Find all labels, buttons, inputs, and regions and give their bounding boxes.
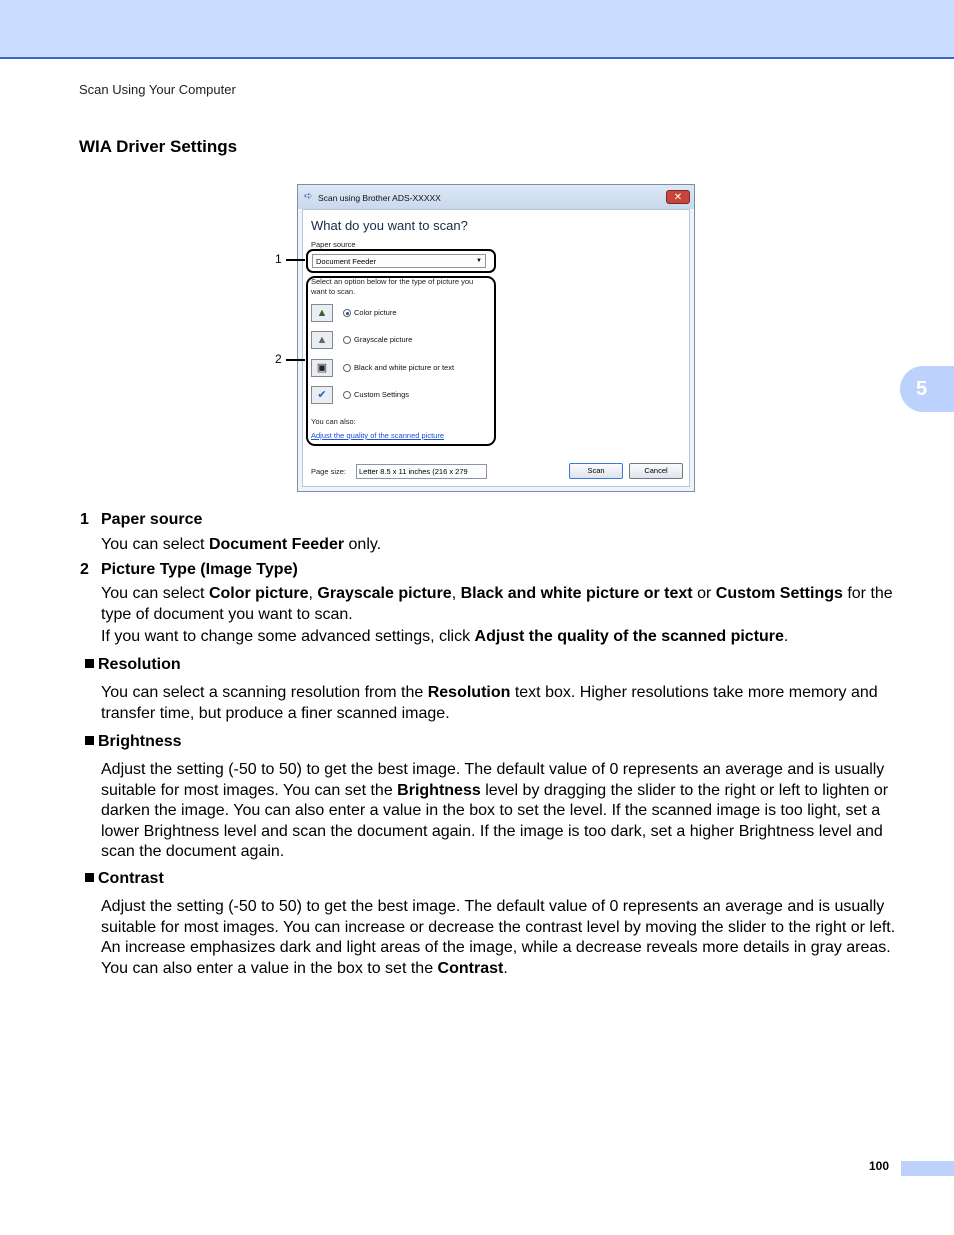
item-1-text: You can select Document Feeder only. [101,536,382,553]
option-label: Color picture [354,308,397,317]
paper-source-value: Document Feeder [316,257,377,266]
callout-highlight-1 [306,249,496,273]
page-number: 100 [869,1159,890,1173]
callout-1-line [286,259,305,261]
callout-2-label: 2 [275,352,282,366]
bullet-brightness: Brightness [85,733,182,751]
dialog-body [302,209,690,487]
option-label: Black and white picture or text [354,363,455,372]
scan-dialog-screenshot [297,184,695,492]
item-2-number: 2 [80,561,89,578]
adjust-quality-link[interactable]: Adjust the quality of the scanned picture [311,431,445,440]
custom-settings-icon: ✔ [311,386,333,404]
page-footer-bar [901,1161,954,1176]
brightness-text: Adjust the setting (-50 to 50) to get the best image. The default value of 0 represents an average and is usually suitable for most images. You can set the Brightness level by dragging the slider to the right or left to lighten or darken the image. You can also enter a value in the box to set the level. If the scanned image is too light, set a lower Brightness level and scan the document again. If the image is too dark, set a higher Brightness level and scan the document again. [101,761,889,860]
item-2-advanced-text: If you want to change some advanced settings, click Adjust the quality of the scanned picture. [101,628,789,645]
dialog-titlebar [298,185,694,209]
color-picture-icon: ▲ [311,304,333,322]
dialog-heading: What do you want to scan? [311,218,468,233]
item-2-text: You can select Color picture, Grayscale picture, Black and white picture or text or Custom Settings for the type of document you want to scan. [101,585,893,623]
cancel-button[interactable]: Cancel [629,463,683,479]
resolution-text: You can select a scanning resolution from the Resolution text box. Higher resolutions take more memory and transfer time, but produce a finer scanned image. [101,684,878,722]
callout-highlight-2 [306,276,496,446]
breadcrumb: Scan Using Your Computer [79,82,236,97]
callout-1-label: 1 [275,252,282,266]
grayscale-picture-icon: ▲ [311,331,333,349]
chapter-tab: 5 [900,366,954,412]
scan-button[interactable]: Scan [569,463,623,479]
page-size-label: Page size: [311,467,347,476]
dialog-title: Scan using Brother ADS-XXXXX [318,193,441,203]
option-label: Grayscale picture [354,335,413,344]
square-bullet-icon [85,736,94,745]
item-1-title: Paper source [101,511,203,528]
bullet-contrast: Contrast [85,870,164,888]
bw-picture-icon: ▣ [311,359,333,377]
bullet-resolution: Resolution [85,656,181,674]
header-band [0,0,954,59]
also-label: You can also: [311,417,356,426]
callout-2-line [286,359,305,361]
paper-source-label: Paper source [311,240,356,249]
section-title: WIA Driver Settings [79,137,238,156]
contrast-text: Adjust the setting (-50 to 50) to get the best image. The default value of 0 represents an average and is usually suitable for most images. You can increase or decrease the contrast level by moving the slider to the right or left. An increase emphasizes dark and light areas of the image, while a decrease reveals more details in gray areas. You can also enter a value in the box to set the Contrast. [101,898,896,977]
square-bullet-icon [85,873,94,882]
scanner-icon: ➪ [304,191,313,202]
item-1-number: 1 [80,511,89,528]
chevron-down-icon: ▼ [476,258,482,264]
close-button[interactable] [666,190,690,204]
page-size-select[interactable] [356,464,487,479]
item-2-title: Picture Type (Image Type) [101,561,298,578]
options-intro: Select an option below for the type of picture you want to scan. [311,277,474,296]
option-label: Custom Settings [354,390,410,399]
page-size-value: Letter 8.5 x 11 inches (216 x 279 [359,467,468,476]
square-bullet-icon [85,659,94,668]
close-icon: ✕ [673,192,683,203]
